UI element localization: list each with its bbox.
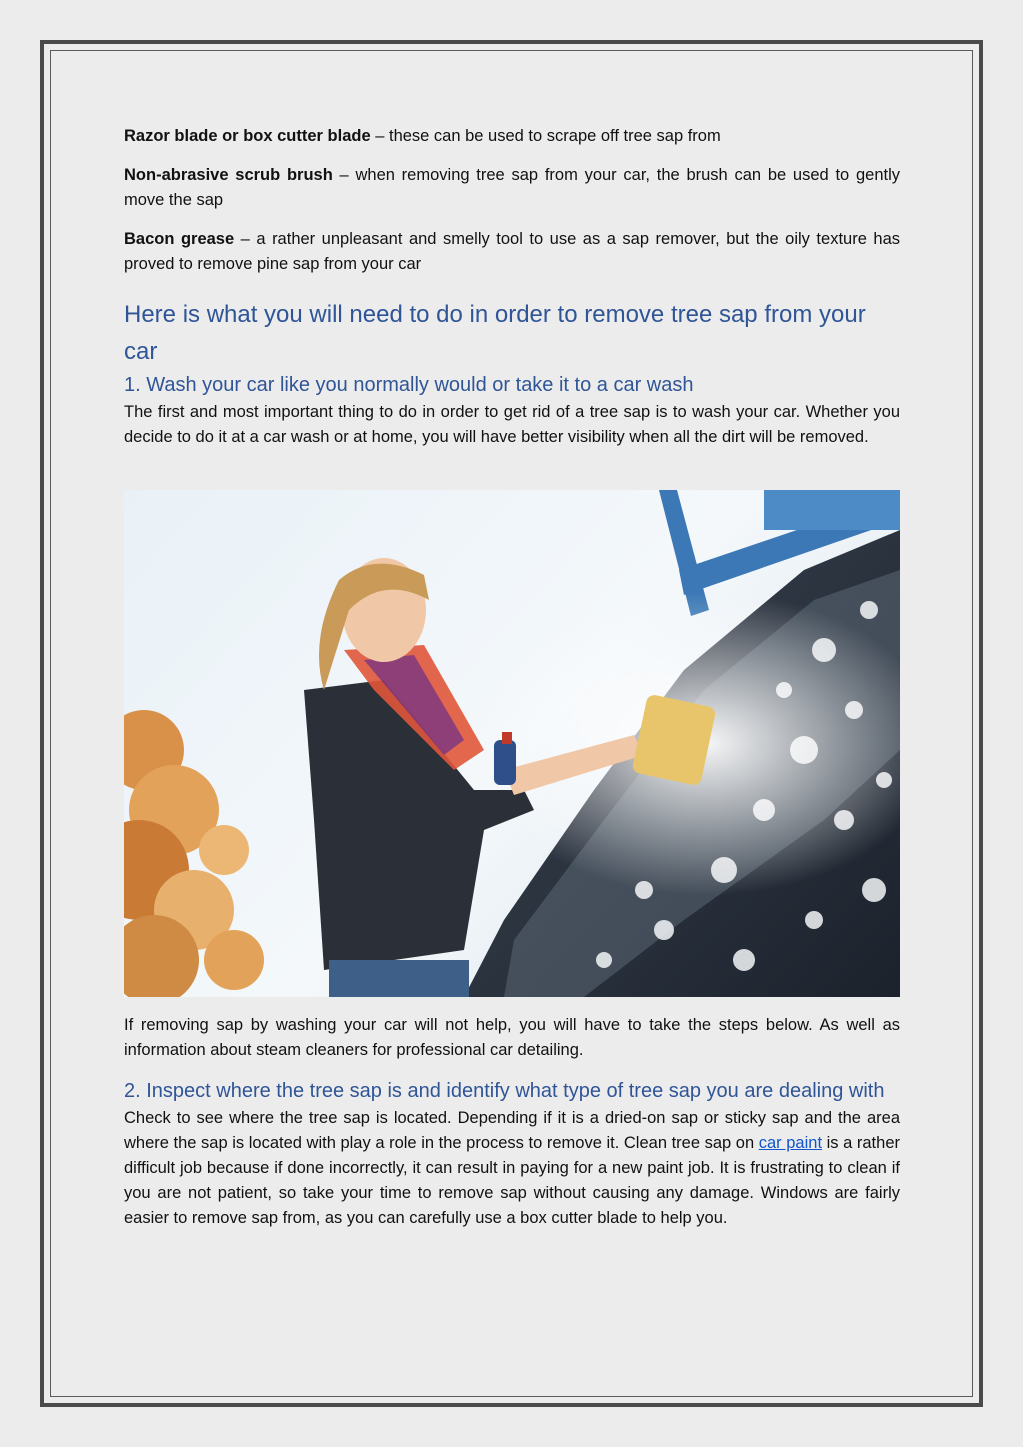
tool-desc: – a rather unpleasant and smelly tool to use as a sap remover, but the oily texture has proved to remove pine sap from your car	[124, 230, 901, 273]
tool-term: Non-abrasive scrub brush	[124, 166, 333, 184]
step2-section	[124, 1077, 900, 1231]
main-section	[124, 296, 900, 450]
tools-list	[124, 124, 900, 277]
step2-heading: 2. Inspect where the tree sap is and identify what type of tree sap you are dealing with	[124, 1080, 885, 1102]
tool-desc: – these can be used to scrape off tree sap from	[370, 127, 721, 145]
tool-item-brush	[124, 163, 900, 213]
tool-item-razor	[124, 124, 900, 149]
step2-text-before-link: Check to see where the tree sap is located. Depending if it is a dried-on sap or sticky sap and the area where the sap is located with play a role in the process to remove it. Clean tree sap on	[124, 1109, 900, 1152]
tool-desc: – when removing tree sap from your car, the brush can be used to gently move the sap	[124, 166, 900, 209]
step1-text: The first and most important thing to do in order to get rid of a tree sap is to wash your car. Whether you decide to do it at a car wash or at home, you will have better visibility when all the dirt will be removed.	[124, 403, 900, 446]
after-image-text: If removing sap by washing your car will not help, you will have to take the steps below. As well as information about steam cleaners for professional car detailing.	[124, 1016, 900, 1059]
step2-text	[124, 1106, 900, 1231]
car-wash-photo	[124, 490, 900, 997]
tool-item-bacon	[124, 227, 900, 277]
car-paint-link[interactable]: car paint	[758, 1134, 823, 1152]
after-image-section	[124, 1013, 900, 1063]
section-heading: Here is what you will need to do in order to remove tree sap from your car	[124, 301, 866, 365]
step2-text-after-link: is a rather difficult job because if done incorrectly, it can result in paying for a new paint job. It is frustrating to clean if you are not patient, so take your time to remove sap without causing any damage. Windows are fairly easier to remove sap from, as you can carefully use a box cutter blade to help you.	[124, 1134, 900, 1227]
tool-term: Razor blade or box cutter blade	[124, 127, 371, 145]
step1-heading: 1. Wash your car like you normally would or take it to a car wash	[124, 374, 694, 396]
tool-term: Bacon grease	[124, 230, 235, 248]
